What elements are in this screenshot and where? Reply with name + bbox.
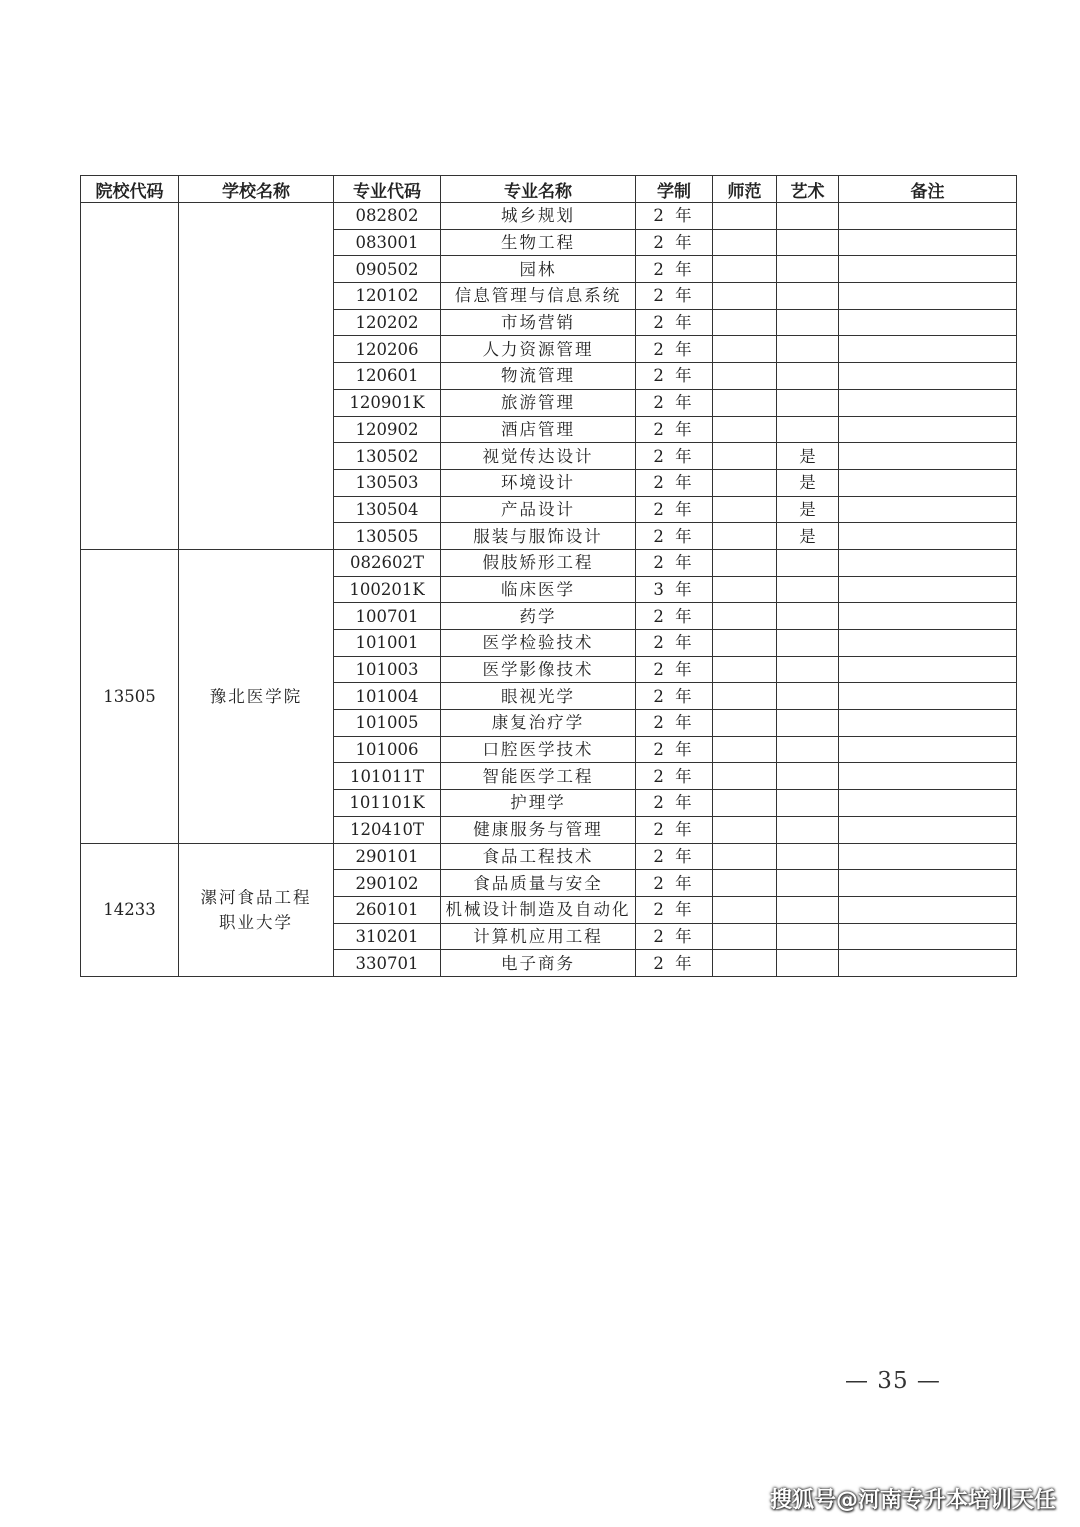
school-name-line: 豫北医学院 xyxy=(209,686,303,706)
note-cell xyxy=(839,229,1017,256)
school-name-cell xyxy=(179,549,334,843)
major-code-cell: 101001 xyxy=(334,630,441,657)
major-name-cell: 护理学 xyxy=(441,790,636,817)
duration-cell: 2 年 xyxy=(636,896,713,923)
note-cell xyxy=(839,443,1017,470)
major-code-cell: 120601 xyxy=(334,363,441,390)
art-cell: 是 xyxy=(777,443,839,470)
major-name-cell: 城乡规划 xyxy=(441,203,636,230)
note-cell xyxy=(839,790,1017,817)
art-cell: 是 xyxy=(777,496,839,523)
art-cell xyxy=(777,896,839,923)
art-cell xyxy=(777,710,839,737)
major-code-cell: 130505 xyxy=(334,523,441,550)
header-major-code: 专业代码 xyxy=(334,176,441,203)
art-cell xyxy=(777,923,839,950)
major-code-cell: 290102 xyxy=(334,870,441,897)
normal-cell xyxy=(713,950,777,977)
duration-cell: 2 年 xyxy=(636,389,713,416)
major-name-cell: 环境设计 xyxy=(441,469,636,496)
note-cell xyxy=(839,923,1017,950)
note-cell xyxy=(839,843,1017,870)
major-code-cell: 090502 xyxy=(334,256,441,283)
normal-cell xyxy=(713,203,777,230)
normal-cell xyxy=(713,416,777,443)
majors-table xyxy=(80,175,1017,977)
table-row xyxy=(81,843,1017,870)
art-cell xyxy=(777,736,839,763)
major-name-cell: 计算机应用工程 xyxy=(441,923,636,950)
major-name-cell: 视觉传达设计 xyxy=(441,443,636,470)
note-cell xyxy=(839,576,1017,603)
duration-cell: 2 年 xyxy=(636,523,713,550)
major-name-cell: 医学检验技术 xyxy=(441,630,636,657)
major-code-cell: 101006 xyxy=(334,736,441,763)
normal-cell xyxy=(713,549,777,576)
duration-cell: 2 年 xyxy=(636,229,713,256)
note-cell xyxy=(839,630,1017,657)
normal-cell xyxy=(713,443,777,470)
major-code-cell: 101011T xyxy=(334,763,441,790)
page-number: — 35 — xyxy=(845,1368,941,1394)
art-cell xyxy=(777,203,839,230)
major-code-cell: 330701 xyxy=(334,950,441,977)
major-name-cell: 临床医学 xyxy=(441,576,636,603)
duration-cell: 2 年 xyxy=(636,656,713,683)
note-cell xyxy=(839,870,1017,897)
art-cell xyxy=(777,283,839,310)
major-code-cell: 290101 xyxy=(334,843,441,870)
note-cell xyxy=(839,523,1017,550)
duration-cell: 3 年 xyxy=(636,576,713,603)
duration-cell: 2 年 xyxy=(636,203,713,230)
major-code-cell: 120901K xyxy=(334,389,441,416)
major-name-cell: 机械设计制造及自动化 xyxy=(441,896,636,923)
normal-cell xyxy=(713,710,777,737)
note-cell xyxy=(839,656,1017,683)
major-code-cell: 101004 xyxy=(334,683,441,710)
major-code-cell: 120202 xyxy=(334,309,441,336)
duration-cell: 2 年 xyxy=(636,283,713,310)
normal-cell xyxy=(713,763,777,790)
header-school-code: 院校代码 xyxy=(81,176,179,203)
note-cell xyxy=(839,469,1017,496)
header-normal: 师范 xyxy=(713,176,777,203)
school-name-cell xyxy=(179,843,334,976)
normal-cell xyxy=(713,336,777,363)
normal-cell xyxy=(713,309,777,336)
normal-cell xyxy=(713,523,777,550)
art-cell xyxy=(777,816,839,843)
duration-cell: 2 年 xyxy=(636,843,713,870)
major-code-cell: 100701 xyxy=(334,603,441,630)
normal-cell xyxy=(713,923,777,950)
art-cell xyxy=(777,549,839,576)
major-name-cell: 服装与服饰设计 xyxy=(441,523,636,550)
note-cell xyxy=(839,363,1017,390)
major-name-cell: 假肢矫形工程 xyxy=(441,549,636,576)
note-cell xyxy=(839,736,1017,763)
major-code-cell: 082802 xyxy=(334,203,441,230)
major-code-cell: 260101 xyxy=(334,896,441,923)
normal-cell xyxy=(713,576,777,603)
note-cell xyxy=(839,256,1017,283)
note-cell xyxy=(839,603,1017,630)
art-cell xyxy=(777,950,839,977)
art-cell xyxy=(777,603,839,630)
art-cell xyxy=(777,576,839,603)
major-name-cell: 口腔医学技术 xyxy=(441,736,636,763)
header-art: 艺术 xyxy=(777,176,839,203)
duration-cell: 2 年 xyxy=(636,816,713,843)
duration-cell: 2 年 xyxy=(636,309,713,336)
duration-cell: 2 年 xyxy=(636,790,713,817)
major-code-cell: 101101K xyxy=(334,790,441,817)
major-code-cell: 120410T xyxy=(334,816,441,843)
note-cell xyxy=(839,763,1017,790)
duration-cell: 2 年 xyxy=(636,256,713,283)
normal-cell xyxy=(713,896,777,923)
normal-cell xyxy=(713,683,777,710)
note-cell xyxy=(839,549,1017,576)
normal-cell xyxy=(713,656,777,683)
normal-cell xyxy=(713,603,777,630)
major-name-cell: 生物工程 xyxy=(441,229,636,256)
header-note: 备注 xyxy=(839,176,1017,203)
normal-cell xyxy=(713,363,777,390)
school-code-cell xyxy=(81,203,179,550)
major-name-cell: 酒店管理 xyxy=(441,416,636,443)
header-duration: 学制 xyxy=(636,176,713,203)
major-code-cell: 100201K xyxy=(334,576,441,603)
note-cell xyxy=(839,816,1017,843)
note-cell xyxy=(839,283,1017,310)
major-code-cell: 120102 xyxy=(334,283,441,310)
art-cell xyxy=(777,363,839,390)
normal-cell xyxy=(713,870,777,897)
major-code-cell: 082602T xyxy=(334,549,441,576)
school-code-cell: 13505 xyxy=(81,549,179,843)
normal-cell xyxy=(713,736,777,763)
major-name-cell: 健康服务与管理 xyxy=(441,816,636,843)
art-cell xyxy=(777,656,839,683)
duration-cell: 2 年 xyxy=(636,736,713,763)
art-cell: 是 xyxy=(777,469,839,496)
major-code-cell: 130503 xyxy=(334,469,441,496)
art-cell xyxy=(777,416,839,443)
note-cell xyxy=(839,203,1017,230)
art-cell xyxy=(777,790,839,817)
duration-cell: 2 年 xyxy=(636,416,713,443)
note-cell xyxy=(839,416,1017,443)
major-code-cell: 120206 xyxy=(334,336,441,363)
duration-cell: 2 年 xyxy=(636,363,713,390)
art-cell xyxy=(777,870,839,897)
normal-cell xyxy=(713,469,777,496)
major-code-cell: 083001 xyxy=(334,229,441,256)
duration-cell: 2 年 xyxy=(636,950,713,977)
art-cell xyxy=(777,843,839,870)
art-cell xyxy=(777,763,839,790)
table-row xyxy=(81,549,1017,576)
source-watermark: 搜狐号@河南专升本培训天任 xyxy=(769,1488,1056,1513)
duration-cell: 2 年 xyxy=(636,496,713,523)
duration-cell: 2 年 xyxy=(636,336,713,363)
major-code-cell: 130504 xyxy=(334,496,441,523)
art-cell xyxy=(777,336,839,363)
normal-cell xyxy=(713,843,777,870)
major-name-cell: 物流管理 xyxy=(441,363,636,390)
major-code-cell: 120902 xyxy=(334,416,441,443)
majors-table-body xyxy=(81,203,1017,977)
duration-cell: 2 年 xyxy=(636,443,713,470)
major-name-cell: 电子商务 xyxy=(441,950,636,977)
duration-cell: 2 年 xyxy=(636,683,713,710)
major-name-cell: 眼视光学 xyxy=(441,683,636,710)
art-cell xyxy=(777,630,839,657)
table-header-row xyxy=(81,176,1017,203)
school-code-cell: 14233 xyxy=(81,843,179,976)
normal-cell xyxy=(713,496,777,523)
note-cell xyxy=(839,683,1017,710)
art-cell: 是 xyxy=(777,523,839,550)
major-code-cell: 310201 xyxy=(334,923,441,950)
duration-cell: 2 年 xyxy=(636,603,713,630)
note-cell xyxy=(839,950,1017,977)
duration-cell: 2 年 xyxy=(636,549,713,576)
note-cell xyxy=(839,496,1017,523)
major-name-cell: 园林 xyxy=(441,256,636,283)
major-name-cell: 药学 xyxy=(441,603,636,630)
art-cell xyxy=(777,256,839,283)
duration-cell: 2 年 xyxy=(636,923,713,950)
note-cell xyxy=(839,389,1017,416)
major-name-cell: 信息管理与信息系统 xyxy=(441,283,636,310)
normal-cell xyxy=(713,389,777,416)
major-name-cell: 旅游管理 xyxy=(441,389,636,416)
art-cell xyxy=(777,229,839,256)
major-name-cell: 康复治疗学 xyxy=(441,710,636,737)
normal-cell xyxy=(713,229,777,256)
major-name-cell: 医学影像技术 xyxy=(441,656,636,683)
table-row xyxy=(81,203,1017,230)
major-code-cell: 101003 xyxy=(334,656,441,683)
major-name-cell: 食品工程技术 xyxy=(441,843,636,870)
normal-cell xyxy=(713,630,777,657)
major-code-cell: 101005 xyxy=(334,710,441,737)
header-school-name: 学校名称 xyxy=(179,176,334,203)
major-name-cell: 市场营销 xyxy=(441,309,636,336)
school-name-cell xyxy=(179,203,334,550)
major-name-cell: 食品质量与安全 xyxy=(441,870,636,897)
note-cell xyxy=(839,896,1017,923)
duration-cell: 2 年 xyxy=(636,763,713,790)
major-name-cell: 人力资源管理 xyxy=(441,336,636,363)
major-name-cell: 产品设计 xyxy=(441,496,636,523)
art-cell xyxy=(777,389,839,416)
header-major-name: 专业名称 xyxy=(441,176,636,203)
major-code-cell: 130502 xyxy=(334,443,441,470)
school-name-line: 漯河食品工程 xyxy=(200,887,312,907)
normal-cell xyxy=(713,256,777,283)
duration-cell: 2 年 xyxy=(636,710,713,737)
school-name-line: 职业大学 xyxy=(219,912,293,932)
duration-cell: 2 年 xyxy=(636,630,713,657)
duration-cell: 2 年 xyxy=(636,870,713,897)
art-cell xyxy=(777,309,839,336)
note-cell xyxy=(839,336,1017,363)
normal-cell xyxy=(713,816,777,843)
duration-cell: 2 年 xyxy=(636,469,713,496)
art-cell xyxy=(777,683,839,710)
note-cell xyxy=(839,710,1017,737)
major-name-cell: 智能医学工程 xyxy=(441,763,636,790)
normal-cell xyxy=(713,790,777,817)
normal-cell xyxy=(713,283,777,310)
note-cell xyxy=(839,309,1017,336)
